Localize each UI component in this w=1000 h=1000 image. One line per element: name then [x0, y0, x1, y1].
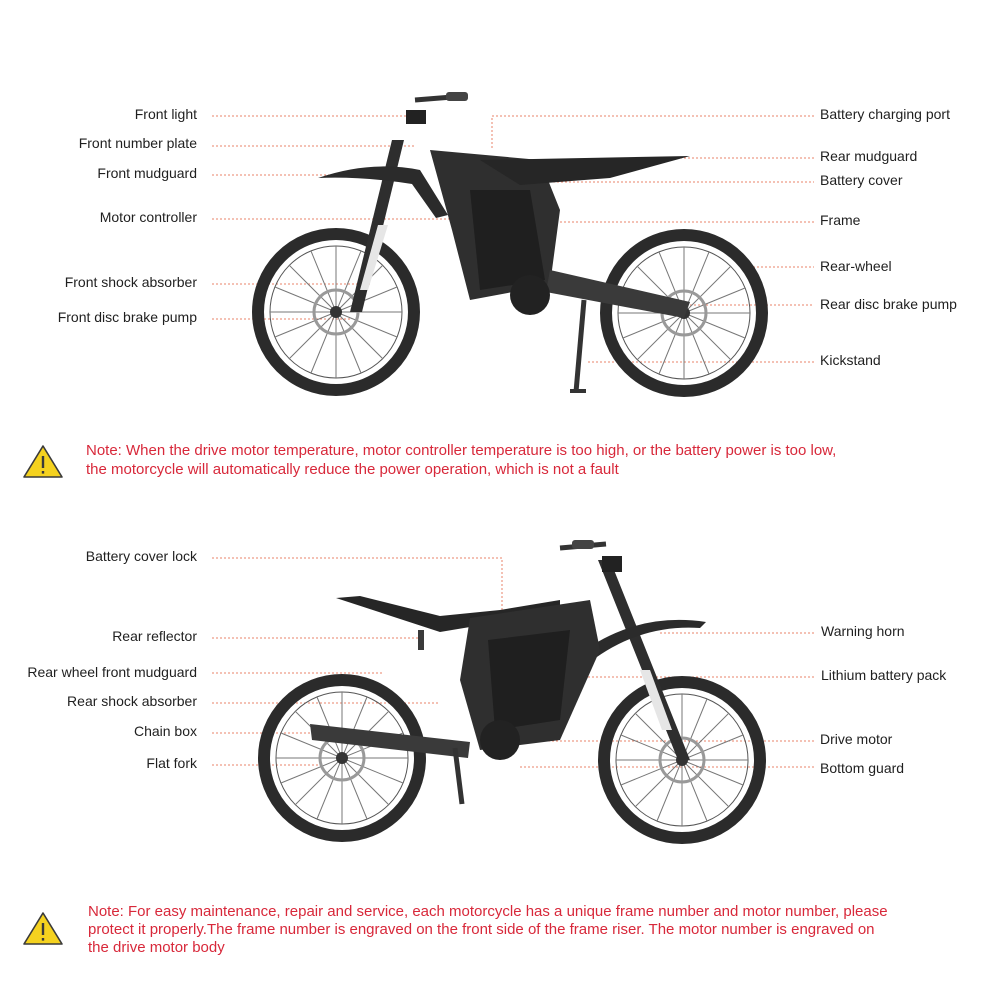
label-rear-reflector: Rear reflector — [112, 628, 197, 644]
label-front-disc-brake-pump: Front disc brake pump — [57, 309, 197, 325]
label-rear-disc-brake-pump: Rear disc brake pump — [820, 296, 957, 312]
note-bottom-line-3: the drive motor body — [88, 939, 225, 956]
label-battery-charging-port: Battery charging port — [820, 106, 950, 122]
label-front-light: Front light — [134, 106, 197, 122]
label-rear-wheel: Rear-wheel — [820, 258, 892, 274]
note-top-line-2: the motorcycle will automatically reduce the power operation, which is not a fault — [86, 461, 619, 478]
label-motor-controller: Motor controller — [99, 209, 197, 225]
note-top-line-1: Note: When the drive motor temperature, motor controller temperature is too high, or the battery power is too low, — [86, 442, 837, 459]
label-rear-wheel-front-mudguard: Rear wheel front mudguard — [27, 664, 197, 680]
label-rear-mudguard: Rear mudguard — [820, 148, 918, 164]
label-kickstand: Kickstand — [820, 352, 881, 368]
label-rear-shock-absorber: Rear shock absorber — [67, 693, 197, 709]
note-bottom-line-2: protect it properly.The frame number is engraved on the front side of the frame riser. The motor number is engraved on — [88, 921, 875, 938]
label-battery-cover: Battery cover — [820, 172, 903, 188]
note-frame-motor-number — [88, 903, 888, 957]
label-front-mudguard: Front mudguard — [97, 165, 197, 181]
label-warning-horn: Warning horn — [821, 623, 905, 639]
label-front-number-plate: Front number plate — [78, 135, 197, 151]
label-battery-cover-lock: Battery cover lock — [85, 548, 197, 564]
note-bottom-line-1: Note: For easy maintenance, repair and service, each motorcycle has a unique frame number and motor number, please — [88, 903, 888, 920]
label-chain-box: Chain box — [133, 723, 197, 739]
label-frame: Frame — [820, 212, 861, 228]
label-lithium-battery-pack: Lithium battery pack — [821, 667, 947, 683]
label-drive-motor: Drive motor — [820, 731, 893, 747]
label-front-shock-absorber: Front shock absorber — [64, 274, 197, 290]
label-bottom-guard: Bottom guard — [820, 760, 905, 776]
label-flat-fork: Flat fork — [146, 755, 197, 771]
